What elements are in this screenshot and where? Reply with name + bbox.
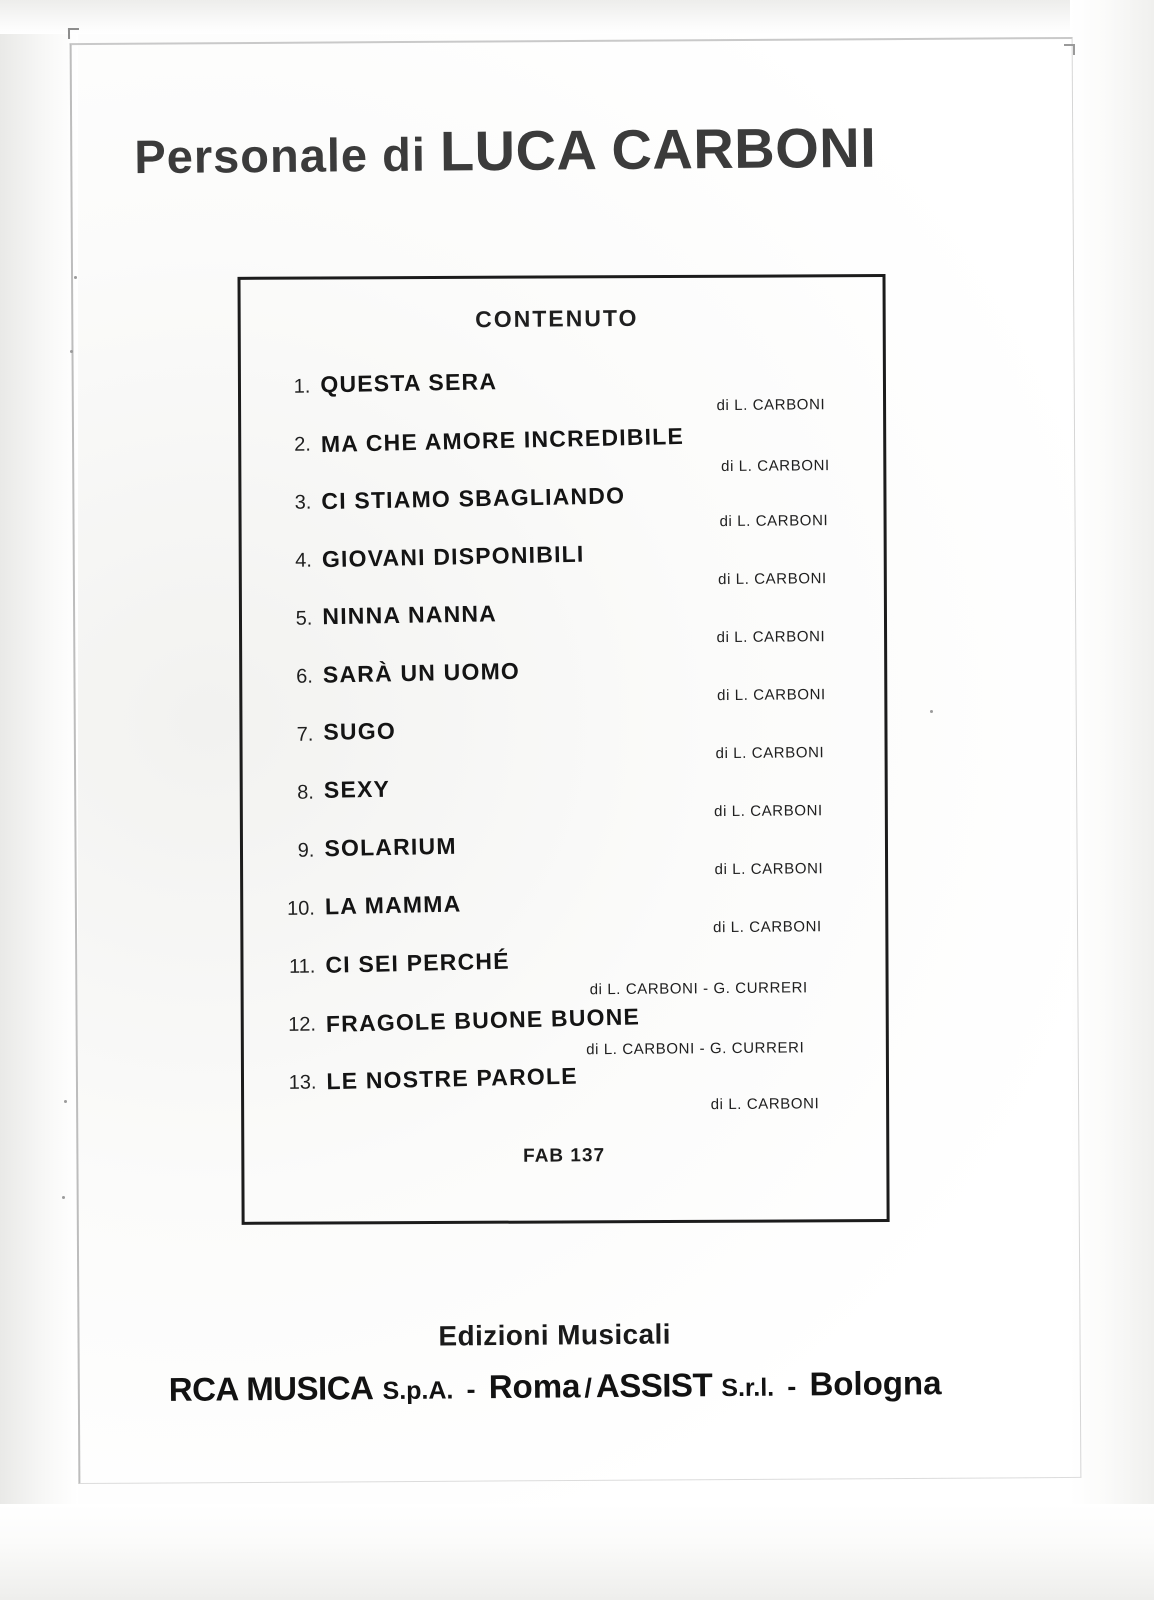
track-credit: di L. CARBONI — [717, 686, 826, 705]
track-credit: di L. CARBONI — [716, 396, 826, 415]
track-credit: di L. CARBONI - G. CURRERI — [586, 1039, 805, 1059]
track-title: MA CHE AMORE INCREDIBILE — [320, 422, 685, 458]
track-number: 8. — [297, 781, 315, 804]
list-item — [268, 827, 868, 890]
track-credit: di L. CARBONI — [714, 860, 824, 879]
publisher-company-2: ASSIST — [595, 1366, 713, 1405]
track-number: 12. — [288, 1013, 317, 1036]
track-number: 11. — [289, 955, 316, 978]
track-number: 13. — [288, 1071, 317, 1094]
track-title: CI SEI PERCHÉ — [325, 947, 510, 978]
track-number: 10. — [287, 897, 316, 920]
list-item — [269, 885, 869, 948]
track-title: QUESTA SERA — [320, 368, 498, 398]
publisher-company-1-suffix: S.p.A. — [382, 1376, 454, 1406]
publisher-dash-1: - — [466, 1374, 476, 1405]
track-number: 7. — [296, 723, 314, 746]
track-title: SARÀ UN UOMO — [322, 657, 521, 688]
track-number: 4. — [295, 549, 312, 572]
list-item — [269, 943, 869, 1006]
track-credit: di L. CARBONI — [719, 512, 829, 531]
track-number: 1. — [293, 375, 311, 398]
track-credit: di L. CARBONI — [710, 1095, 820, 1114]
track-credit: di L. CARBONI — [715, 744, 825, 763]
publisher-line-2 — [5, 1363, 1105, 1411]
track-credit: di L. CARBONI — [713, 918, 822, 937]
track-title: GIOVANI DISPONIBILI — [321, 540, 585, 573]
track-title: FRAGOLE BUONE BUONE — [325, 1003, 641, 1037]
album-title-artist: LUCA CARBONI — [439, 115, 877, 183]
track-credit: di L. CARBONI — [716, 628, 826, 647]
list-item — [264, 363, 864, 426]
track-credit: di L. CARBONI - G. CURRERI — [589, 979, 808, 999]
track-title: SEXY — [323, 775, 391, 803]
track-title: SOLARIUM — [324, 832, 457, 862]
track-number: 5. — [295, 607, 313, 630]
track-title: CI STIAMO SBAGLIANDO — [321, 482, 626, 515]
track-title: LE NOSTRE PAROLE — [326, 1062, 579, 1095]
contents-heading: CONTENUTO — [475, 304, 639, 333]
track-title: SUGO — [323, 717, 397, 745]
publisher-company-1: RCA MUSICA — [168, 1369, 374, 1408]
list-item — [270, 1059, 870, 1122]
publisher-company-2-suffix: S.r.l. — [721, 1373, 775, 1403]
list-item — [265, 479, 865, 542]
list-item — [266, 595, 866, 658]
publisher-slash: / — [584, 1373, 593, 1404]
track-list — [264, 363, 871, 1122]
publisher-block — [5, 1315, 1106, 1411]
list-item — [266, 537, 866, 600]
track-credit: di L. CARBONI — [714, 802, 823, 821]
page-title — [134, 113, 1015, 186]
publisher-city-1: Roma — [488, 1367, 581, 1406]
publisher-dash-2: - — [787, 1371, 797, 1402]
list-item — [267, 653, 867, 716]
album-title-prefix: Personale di — [134, 127, 441, 184]
publisher-city-2: Bologna — [809, 1364, 942, 1403]
list-item — [265, 421, 865, 484]
track-title: NINNA NANNA — [322, 600, 498, 630]
list-item — [270, 1001, 870, 1064]
track-number: 3. — [294, 491, 312, 514]
track-credit: di L. CARBONI — [721, 457, 830, 476]
list-item — [267, 711, 867, 774]
track-credit: di L. CARBONI — [718, 570, 827, 589]
track-title: LA MAMMA — [324, 890, 462, 920]
publisher-line-1: Edizioni Musicali — [438, 1318, 671, 1352]
track-number: 2. — [294, 433, 311, 456]
catalog-code: FAB 137 — [523, 1145, 606, 1167]
track-number: 9. — [297, 839, 315, 862]
list-item — [268, 769, 868, 832]
track-number: 6. — [296, 665, 314, 688]
